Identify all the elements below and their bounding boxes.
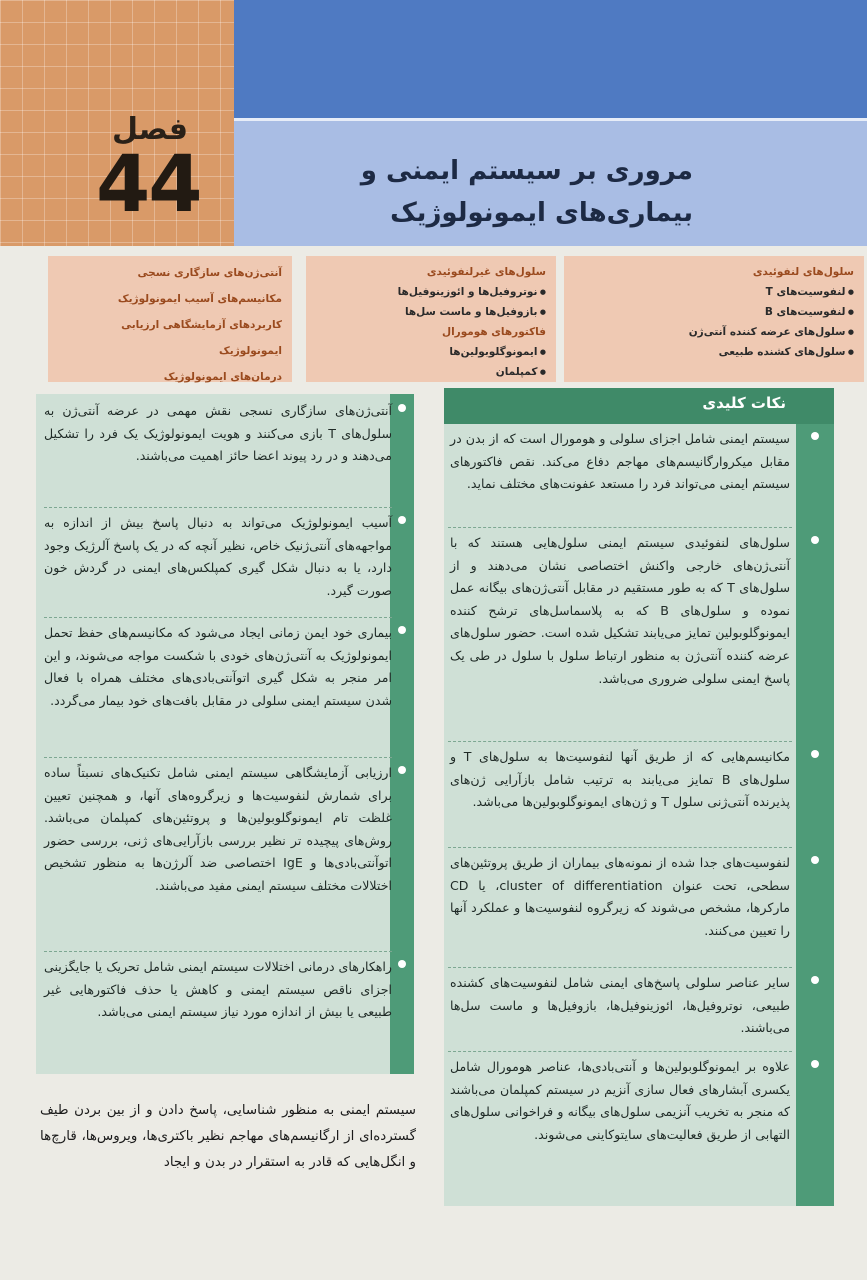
overview-heading: سلول‌های لنفوئیدی bbox=[752, 266, 854, 278]
left-note: راهکارهای درمانی اختلالات سیستم ایمنی شامل تحریک یا جایگزینی اجزای ناقص سیستم ایمنی و کاهش یا حذف فاکتورهایی غیر طبیعی یا بیش از اندازه مورد نیاز سیستم ایمنی می‌باشد. bbox=[44, 959, 392, 1020]
chapter-label: فصل bbox=[112, 112, 188, 147]
bullet-icon bbox=[811, 976, 819, 984]
bullet-icon bbox=[811, 750, 819, 758]
overview-item: ● سلول‌های کشنده طبیعی bbox=[574, 342, 854, 362]
bullet-icon bbox=[811, 432, 819, 440]
overview-item: ● سلول‌های عرضه کننده آنتی‌ژن bbox=[574, 322, 854, 342]
bullet-icon bbox=[398, 404, 406, 412]
overview-item: ● ایمونوگلوبولین‌ها bbox=[316, 342, 546, 362]
overview-heading: فاکتورهای هومورال bbox=[441, 326, 546, 338]
left-notes-rail bbox=[390, 394, 414, 1074]
key-points-panel bbox=[444, 388, 834, 1206]
header-band-top bbox=[234, 0, 867, 118]
left-note: آنتی‌ژن‌های سازگاری نسجی نقش مهمی در عرضه آنتی‌ژن به سلول‌های T بازی می‌کنند و هویت ایمونولوژیک یک فرد را تشکیل می‌دهند و در رد پیوند اعضا حائز اهمیت می‌باشند. bbox=[44, 400, 392, 508]
overview-box-topics bbox=[48, 256, 292, 382]
bullet-icon bbox=[811, 536, 819, 544]
bullet-icon bbox=[398, 626, 406, 634]
key-point: لنفوسیت‌های جدا شده از نمونه‌های بیماران از طریق پروتئین‌های سطحی، تحت عنوان cluster of differentiation، یا CD مارکرها، مشخص می‌شوند که زیرگروه لنفوسیت‌ها و عملکرد آنها را تعیین می‌کنند. bbox=[448, 852, 792, 968]
key-point: مکانیسم‌هایی که از طریق آنها لنفوسیت‌ها به سلول‌های T و سلول‌های B تمایز می‌یابند به ترتیب شامل بازآرایی ژن‌های پذیرنده آنتی‌ژنی سلول T و ژن‌های ایمونوگلوبولین‌ها می‌باشد. bbox=[448, 746, 792, 848]
overview-item: کاربردهای آزمایشگاهی ارزیابی ایمونولوژیک bbox=[121, 319, 282, 357]
chapter-number: 44 bbox=[96, 140, 201, 230]
key-point: سلول‌های لنفوئیدی سیستم ایمنی سلول‌هایی هستند که با آنتی‌ژن‌های خارجی واکنش اختصاصی نشان می‌دهند و از سلول‌های T که به طور مستقیم در مقابل آنتی‌ژن‌های بیگانه عمل نموده و سلول‌های B که به پلاسماسل‌های ترشح کننده ایمونوگلوبولین تمایز می‌یابند تشکیل شده است. حضور سلول‌های عرضه کننده آنتی‌ژن به منظور ارتباط سلول با سلول در طی یک پاسخ ایمنی سلولی ضروری می‌باشد. bbox=[448, 532, 792, 742]
chapter-title: مروری بر سیستم ایمنی و بیماری‌های ایمونولوژیک bbox=[360, 156, 693, 228]
overview-box-lymphoid bbox=[564, 256, 864, 382]
left-note: بیماری خود ایمن زمانی ایجاد می‌شود که مکانیسم‌های حفظ تحمل ایمونولوژیک به آنتی‌ژن‌های خودی با شکست مواجه می‌شوند، و این امر منجر به شکل گیری اتوآنتی‌بادی‌های مختلف همراه با فعال شدن سیستم ایمنی سلولی در مقابل بافت‌های خود بیمار می‌گردد. bbox=[44, 622, 392, 758]
left-note: ارزیابی آزمایشگاهی سیستم ایمنی شامل تکنیک‌های نسبتاً ساده برای شمارش لنفوسیت‌ها و زیرگروه‌های آنها، و همچنین تعیین غلظت تام ایمونوگلوبولین‌ها و پروتئین‌های کمپلمان می‌باشد. روش‌های پیچیده تر نظیر بررسی بازآرایی‌های ژنی، بررسی حضور اتوآنتی‌بادی‌ها و IgE اختصاصی ضد آلرژن‌ها به منظور تشخیص اختلالات مختلف سیستم ایمنی مفید می‌باشند. bbox=[44, 762, 392, 952]
overview-item: مکانیسم‌های آسیب ایمونولوژیک bbox=[117, 293, 282, 305]
key-point: سیستم ایمنی شامل اجزای سلولی و هومورال است که از بدن در مقابل میکروارگانیسم‌های مهاجم دفاع می‌کند. نقص فاکتورهای سیستم ایمنی می‌تواند فرد را مستعد عفونت‌های مختلف نماید. bbox=[448, 428, 792, 528]
left-note: آسیب ایمونولوژیک می‌تواند به دنبال پاسخ بیش از اندازه به مواجهه‌های آنتی‌ژنیک خاص، نظیر آنچه که در یک پاسخ آلرژیک وجود دارد، یا به دنبال شکل گیری کمپلکس‌های ایمنی در گردش خون صورت گیرد. bbox=[44, 512, 392, 618]
overview-item: ● نوتروفیل‌ها و ائوزینوفیل‌ها bbox=[316, 282, 546, 302]
overview-item: ● کمپلمان bbox=[316, 362, 546, 382]
key-point: علاوه بر ایمونوگلوبولین‌ها و آنتی‌بادی‌ها، عناصر هومورال شامل یکسری آبشارهای فعال سازی آنزیم در سیستم کمپلمان می‌باشند که منجر به تخریب آنزیمی سلول‌های بیگانه و فراخوانی سلول‌های التهابی از طریق فعالیت‌های سایتوکاینی می‌شوند. bbox=[450, 1059, 790, 1142]
overview-heading: سلول‌های غیرلنفوئیدی bbox=[426, 266, 546, 278]
key-point: سایر عناصر سلولی پاسخ‌های ایمنی شامل لنفوسیت‌های کشنده طبیعی، نوتروفیل‌ها، ائوزینوفیل‌ها، بازوفیل‌ها و ماست سل‌ها می‌باشند. bbox=[448, 972, 792, 1052]
key-points-title: نکات کلیدی bbox=[702, 394, 786, 412]
overview-item: درمان‌های ایمونولوژیک bbox=[163, 371, 282, 383]
overview-box-nonlymphoid bbox=[306, 256, 556, 382]
overview-item: ● لنفوسیت‌های B bbox=[574, 302, 854, 322]
overview-item: ● بازوفیل‌ها و ماست سل‌ها bbox=[316, 302, 546, 322]
overview-item: آنتی‌ژن‌های سازگاری نسجی bbox=[137, 267, 282, 279]
bullet-icon bbox=[398, 516, 406, 524]
bullet-icon bbox=[398, 960, 406, 968]
bullet-icon bbox=[811, 1060, 819, 1068]
left-notes-panel bbox=[36, 394, 414, 1074]
bullet-icon bbox=[398, 766, 406, 774]
overview-item: ● لنفوسیت‌های T bbox=[574, 282, 854, 302]
bullet-icon bbox=[811, 856, 819, 864]
body-paragraph: سیستم ایمنی به منظور شناسایی، پاسخ دادن و از بین بردن طیف گسترده‌ای از ارگانیسم‌های مهاجم نظیر باکتری‌ها، ویروس‌ها، قارچ‌ها و انگل‌هایی که قادر به استقرار در بدن و ایجاد bbox=[40, 1103, 416, 1170]
